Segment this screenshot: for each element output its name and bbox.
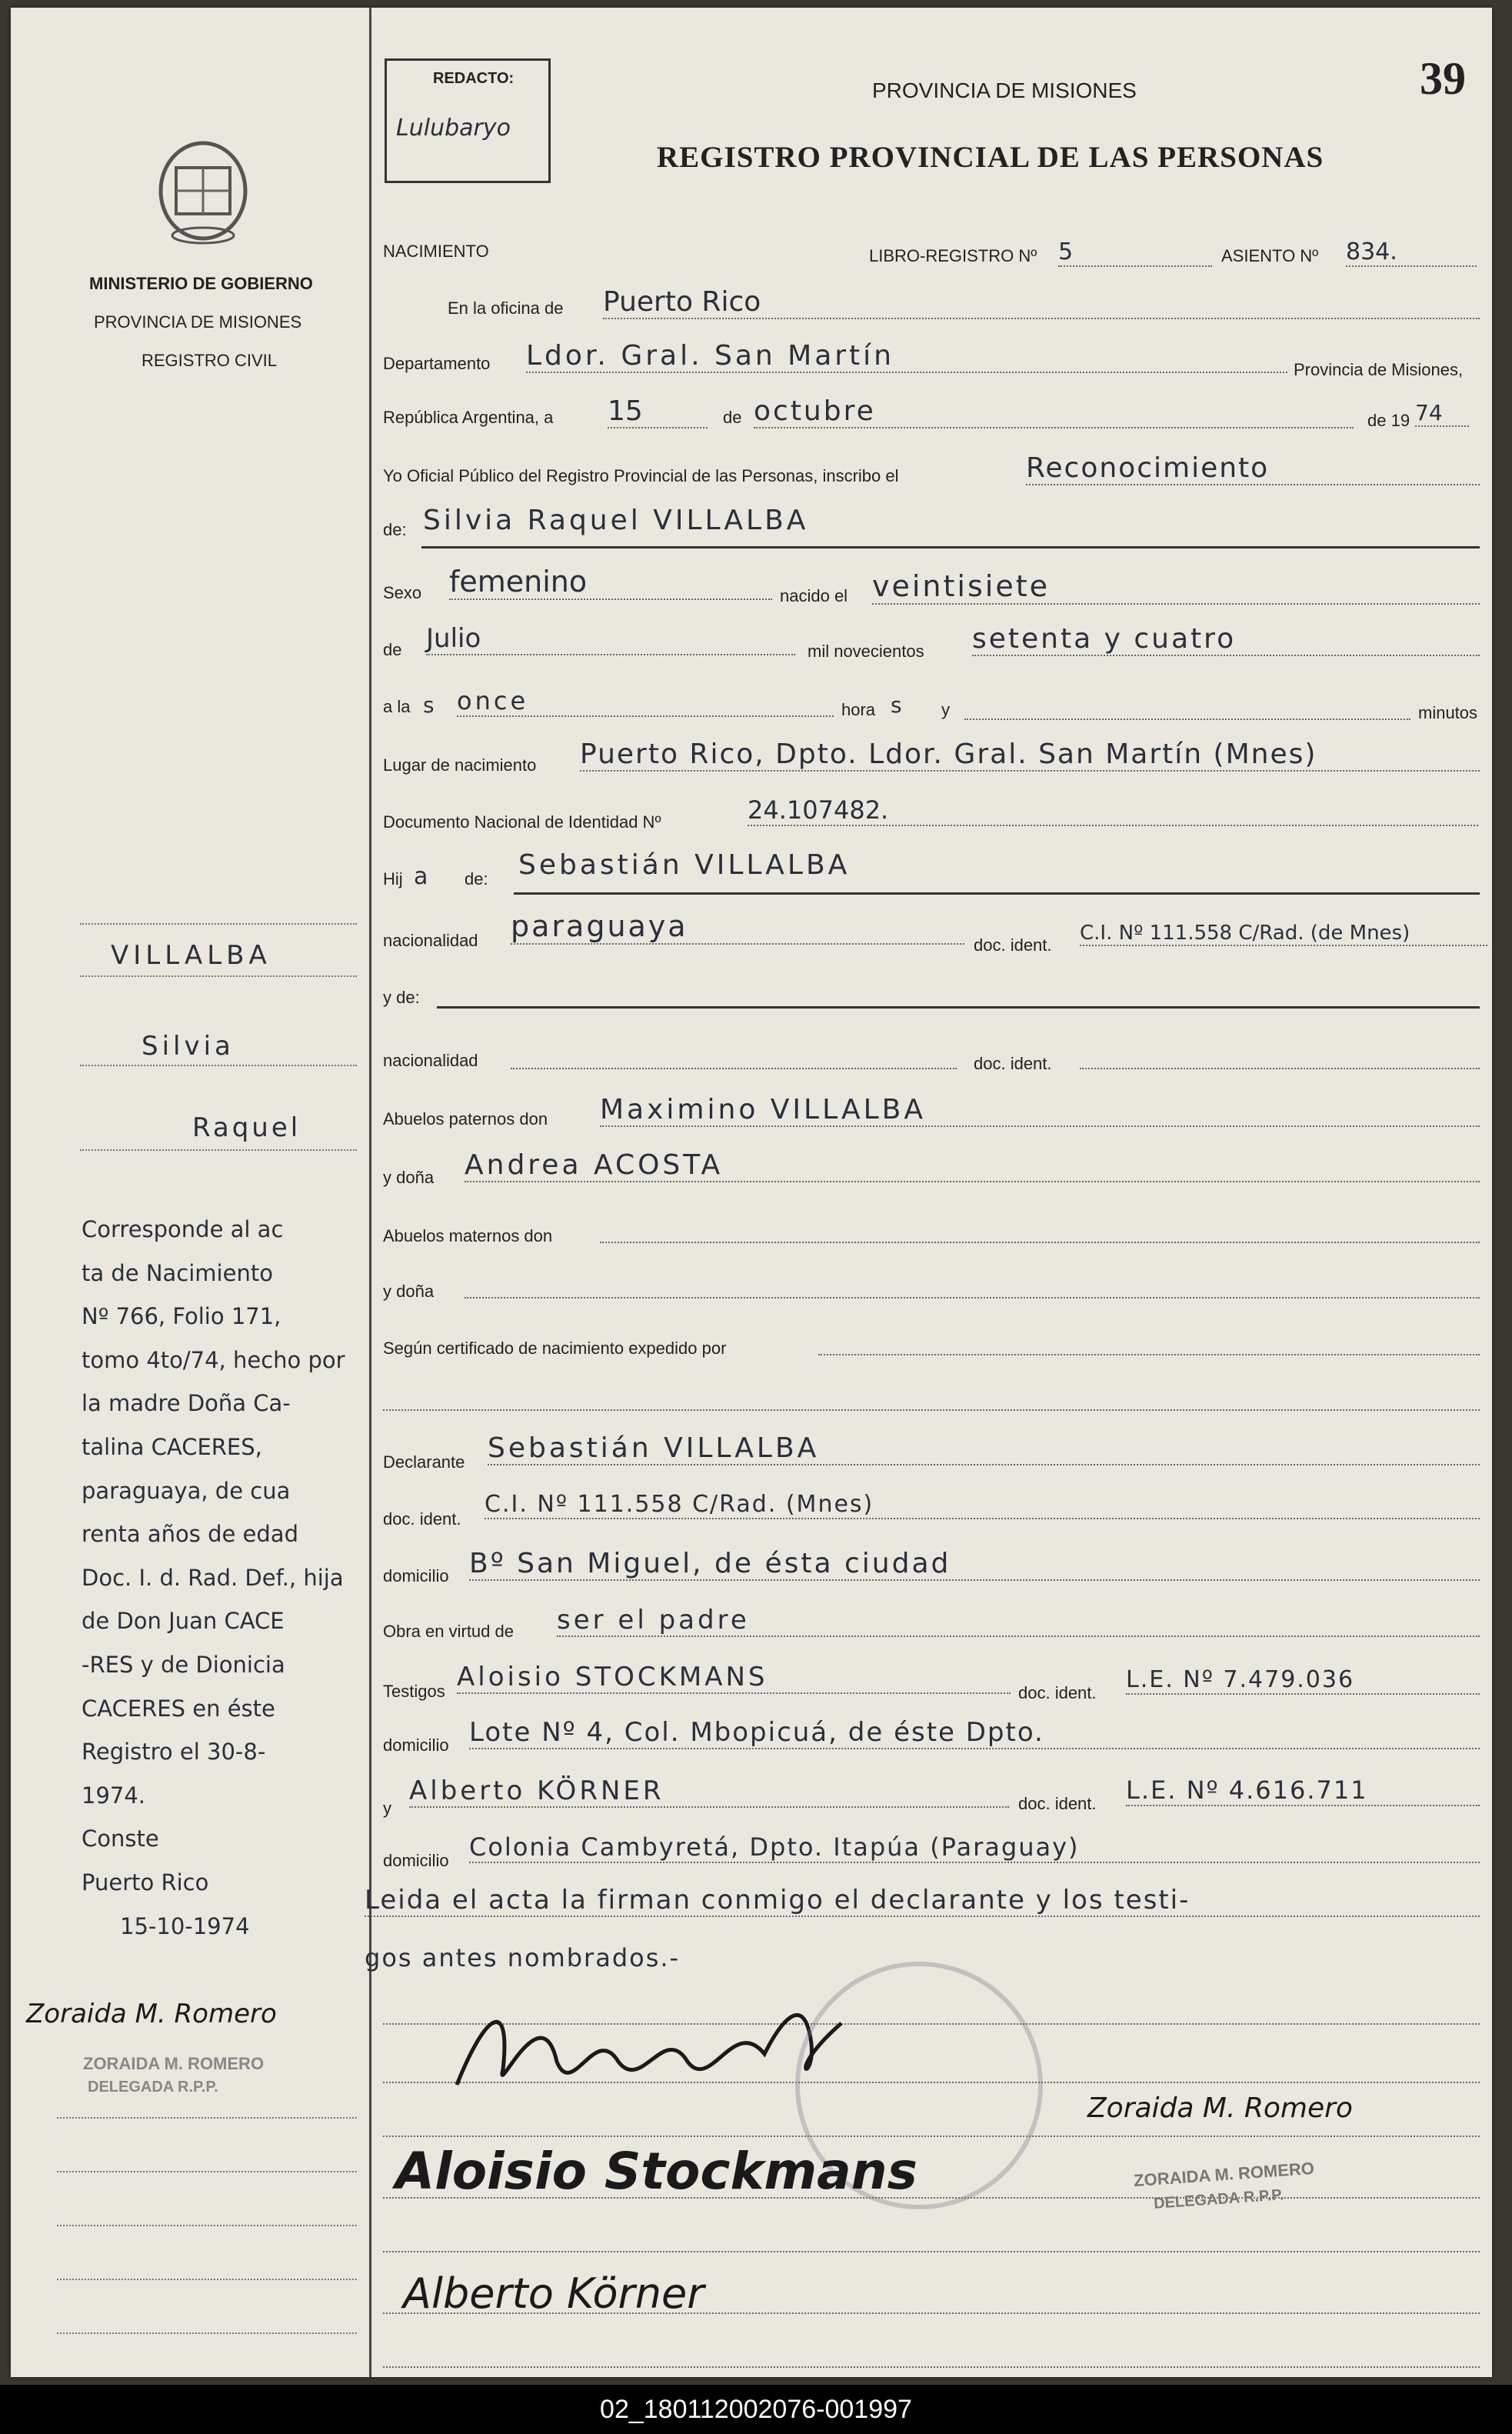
sexo-value: femenino [449, 565, 772, 600]
dni-label: Documento Nacional de Identidad Nº [383, 812, 661, 832]
left-province-label: PROVINCIA DE MISIONES [94, 312, 302, 332]
margin-line-8 [57, 2331, 357, 2334]
doc-ident-label: doc. ident. [974, 935, 1052, 955]
margin-note-line: la madre Doña Ca- [82, 1390, 291, 1417]
testigo2-value: Alberto KÖRNER [409, 1775, 1009, 1808]
minutos-label: minutos [1418, 703, 1478, 722]
image-id-bar: 02_180112002076-001997 [0, 2385, 1512, 2434]
registry-title: REGISTRO PROVINCIAL DE LAS PERSONAS [657, 141, 1324, 174]
aloisio-signature: Aloisio Stockmans [395, 2142, 918, 2201]
margin-note-line: Doc. I. d. Rad. Def., hija [82, 1564, 344, 1591]
nacionalidad2-line [511, 1057, 957, 1069]
margin-line-1 [80, 974, 357, 977]
y-t2-label: y [383, 1799, 391, 1818]
oficina-value: Puerto Rico [603, 286, 1480, 319]
doc-t1-value: L.E. Nº 7.479.036 [1126, 1666, 1480, 1695]
hora-label: hora [841, 700, 876, 719]
margin-note-line: de Don Juan CACE [82, 1608, 285, 1635]
margin-note-line: tomo 4to/74, hecho por [82, 1346, 345, 1373]
oficial-text: Yo Oficial Público del Registro Provincial de las Personas, inscribo el [383, 466, 899, 485]
ala-suffix: s [423, 692, 435, 718]
anio-nac-value: setenta y cuatro [972, 623, 1480, 656]
obra-value: ser el padre [557, 1605, 1480, 1637]
testigos-label: Testigos [383, 1682, 445, 1701]
oficina-label: En la oficina de [448, 298, 564, 318]
nombre-value: Silvia Raquel VILLALBA [423, 505, 809, 536]
testigo1-value: Aloisio STOCKMANS [457, 1662, 1011, 1694]
certificado-label: Según certificado de nacimiento expedido por [383, 1339, 727, 1358]
de2-label: de: [383, 520, 407, 539]
declarante-label: Declarante [383, 1452, 465, 1472]
margin-apellido: VILLALBA [111, 940, 271, 971]
page-number: 39 [1420, 53, 1466, 104]
margin-note [82, 1208, 345, 1948]
dona-label: y doña [383, 1168, 435, 1187]
domicilio-t2-value: Colonia Cambyretá, Dpto. Itapúa (Paraguay) [469, 1832, 1480, 1863]
margin-nombre2: Raquel [192, 1112, 301, 1143]
domicilio-label: domicilio [383, 1566, 449, 1585]
padre-value: Sebastián VILLALBA [518, 849, 851, 881]
redacto-box [385, 58, 551, 183]
doc-t2-value: L.E. Nº 4.616.711 [1126, 1775, 1480, 1806]
domicilio-value: Bº San Miguel, de ésta ciudad [469, 1548, 1480, 1581]
hij-suffix: a [414, 863, 428, 890]
dona2-label: y doña [383, 1282, 435, 1301]
abuela-pat-value: Andrea ACOSTA [465, 1149, 1480, 1182]
libro-value: 5 [1058, 238, 1212, 267]
de3-label: de [383, 640, 402, 659]
dona2-line [465, 1286, 1480, 1299]
declarante-value: Sebastián VILLALBA [488, 1432, 1480, 1465]
margin-line-3 [80, 1148, 357, 1151]
nacido-label: nacido el [780, 586, 848, 605]
departamento-value: Ldor. Gral. San Martín [526, 340, 1287, 373]
redacto-signature: Lulubaryo [396, 115, 511, 142]
doc-decl-label: doc. ident. [383, 1509, 461, 1529]
nacido-value: veintisiete [872, 569, 1480, 605]
margin-divider [369, 8, 371, 2377]
nacimiento-label: NACIMIENTO [383, 242, 489, 261]
certificado-line [818, 1343, 1480, 1355]
underline-padre [514, 892, 1480, 895]
blank-line-5 [383, 2246, 1480, 2252]
domicilio-t2-label: domicilio [383, 1851, 449, 1870]
margin-stamp-role: DELEGADA R.P.P. [88, 2079, 218, 2096]
yde-label: y de: [383, 988, 420, 1007]
dni-value: 24.107482. [748, 795, 1478, 826]
margin-line-top [80, 922, 357, 925]
abuelo-pat-value: Maximino VILLALBA [600, 1094, 1480, 1127]
margin-line-6 [57, 2223, 357, 2226]
departamento-label: Departamento [383, 354, 491, 373]
margin-note-line: 1974. [82, 1782, 146, 1809]
anio-label: de 19 [1367, 411, 1410, 430]
mes-nac-value: Julio [426, 623, 795, 655]
province-heading: PROVINCIA DE MISIONES [872, 78, 1137, 102]
lugar-value: Puerto Rico, Dpto. Ldor. Gral. San Martín (Mnes) [580, 739, 1480, 772]
hij-label: Hij [383, 869, 403, 889]
registry-civil-label: REGISTRO CIVIL [142, 351, 278, 370]
doc-t2-label: doc. ident. [1018, 1794, 1097, 1813]
coat-of-arms-icon [153, 137, 253, 252]
margin-note-line: 15-10-1974 [120, 1912, 250, 1939]
doc-decl-value: C.I. Nº 111.558 C/Rad. (Mnes) [485, 1491, 1480, 1519]
y-label: y [941, 700, 950, 719]
underline-nombre [421, 546, 1480, 548]
lugar-label: Lugar de nacimiento [383, 755, 537, 775]
margin-note-line: renta años de edad [82, 1521, 298, 1548]
de-label: de [723, 408, 742, 427]
doc-t1-label: doc. ident. [1018, 1683, 1097, 1702]
margin-note-line: Registro el 30-8- [82, 1739, 266, 1765]
margin-note-line: ta de Nacimiento [82, 1259, 273, 1286]
sexo-label: Sexo [383, 583, 422, 602]
alberto-signature: Alberto Körner [403, 2269, 704, 2318]
margin-note-line: Corresponde al ac [82, 1216, 284, 1242]
inscribo-value: Reconocimiento [1026, 452, 1480, 485]
minutos-line [964, 708, 1410, 720]
margin-note-line: talina CACERES, [82, 1433, 262, 1460]
doc-padre-value: C.I. Nº 111.558 C/Rad. (de Mnes) [1080, 922, 1487, 946]
ministry-label: MINISTERIO DE GOBIERNO [89, 274, 313, 293]
leida-line1: Leida el acta la firman conmigo el declarante y los testi- [365, 1885, 1480, 1917]
abuelos-pat-label: Abuelos paternos don [383, 1109, 548, 1129]
blank-line-7 [383, 2362, 1480, 2368]
abuelos-mat-line [600, 1231, 1480, 1243]
libro-label: LIBRO-REGISTRO Nº [869, 246, 1037, 265]
anio-value: 74 [1415, 400, 1469, 427]
margin-nombre1: Silvia [142, 1031, 235, 1062]
margin-note-line: Nº 766, Folio 171, [82, 1303, 281, 1330]
provincia-label: Provincia de Misiones, [1294, 360, 1464, 379]
mil-label: mil novecientos [808, 642, 924, 661]
doc-ident2-label: doc. ident. [974, 1054, 1052, 1073]
underline-madre [437, 1006, 1480, 1009]
hij-de-label: de: [465, 869, 488, 889]
hora-suffix: s [891, 692, 902, 718]
nacionalidad2-label: nacionalidad [383, 1051, 478, 1070]
republica-label: República Argentina, a [383, 408, 554, 427]
leida-line2: gos antes nombrados.- [365, 1943, 681, 1972]
certificado-line2 [383, 1399, 1480, 1411]
margin-signature: Zoraida M. Romero [26, 1999, 277, 2029]
margin-stamp-name: ZORAIDA M. ROMERO [83, 2054, 265, 2073]
margin-line-4 [57, 2116, 357, 2119]
margin-note-line: paraguaya, de cua [82, 1477, 291, 1504]
dia-value: 15 [608, 395, 708, 428]
document-page [11, 8, 1492, 2377]
margin-line-7 [57, 2277, 357, 2280]
hora-value: once [457, 686, 834, 717]
abuelos-mat-label: Abuelos maternos don [383, 1226, 553, 1245]
ala-label: a la [383, 697, 411, 716]
domicilio-t1-value: Lote Nº 4, Col. Mbopicuá, de éste Dpto. [469, 1717, 1480, 1749]
official-stamp-role: DELEGADA R.P.P. [1153, 2186, 1285, 2212]
mes-value: octubre [754, 395, 1354, 428]
asiento-label: ASIENTO Nº [1221, 246, 1319, 265]
margin-note-line: -RES y de Dionicia [82, 1651, 285, 1678]
official-signature: Zoraida M. Romero [1087, 2092, 1353, 2124]
margin-note-line: Conste [82, 1826, 159, 1852]
domicilio-t1-label: domicilio [383, 1735, 449, 1755]
margin-line-5 [57, 2169, 357, 2172]
margin-line-2 [80, 1063, 357, 1066]
margin-note-line: Puerto Rico [82, 1869, 209, 1896]
margin-note-line: CACERES en éste [82, 1695, 275, 1722]
official-stamp-name: ZORAIDA M. ROMERO [1133, 2158, 1315, 2191]
doc-ident2-line [1080, 1057, 1480, 1069]
asiento-value: 834. [1346, 238, 1477, 267]
obra-label: Obra en virtud de [383, 1622, 514, 1641]
nacionalidad-label: nacionalidad [383, 931, 478, 950]
nacionalidad-value: paraguaya [511, 909, 964, 945]
redacto-label: REDACTO: [433, 70, 515, 87]
